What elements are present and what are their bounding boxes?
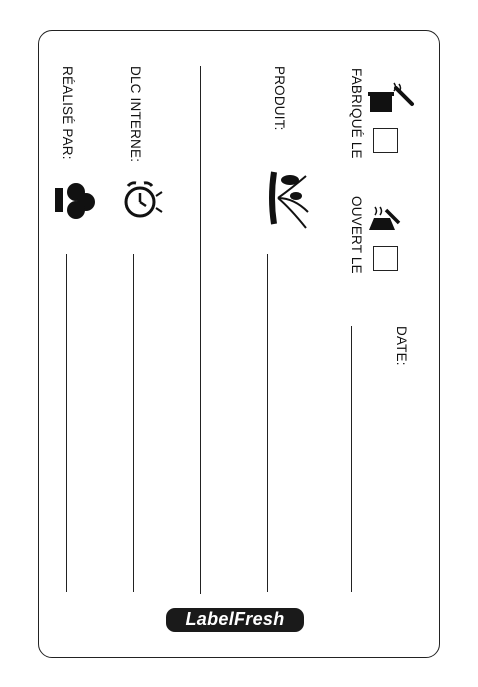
brand-name: LabelFresh: [185, 609, 285, 629]
cooking-pot-icon: [366, 82, 416, 121]
open-container-icon: [366, 204, 402, 241]
brand-logo: [166, 608, 304, 632]
realise-par-line[interactable]: [66, 254, 67, 592]
realise-par-label: RÉALISÉ PAR:: [60, 66, 75, 160]
date-line[interactable]: [351, 326, 352, 592]
date-label: DATE:: [394, 326, 409, 366]
ouvert-le-label: OUVERT LE: [349, 196, 364, 274]
column-divider: [200, 66, 201, 594]
wheat-produce-icon: [266, 168, 310, 235]
dlc-interne-line[interactable]: [133, 254, 134, 592]
label-card: [38, 30, 440, 658]
alarm-clock-icon: [118, 178, 164, 229]
fabrique-le-label: FABRIQUÉ LE: [349, 68, 364, 159]
produit-label: PRODUIT:: [272, 66, 287, 131]
chef-hat-icon: [52, 180, 100, 225]
dlc-interne-label: DLC INTERNE:: [128, 66, 143, 163]
fabrique-le-checkbox[interactable]: [373, 128, 398, 153]
produit-line[interactable]: [267, 254, 268, 592]
ouvert-le-checkbox[interactable]: [373, 246, 398, 271]
